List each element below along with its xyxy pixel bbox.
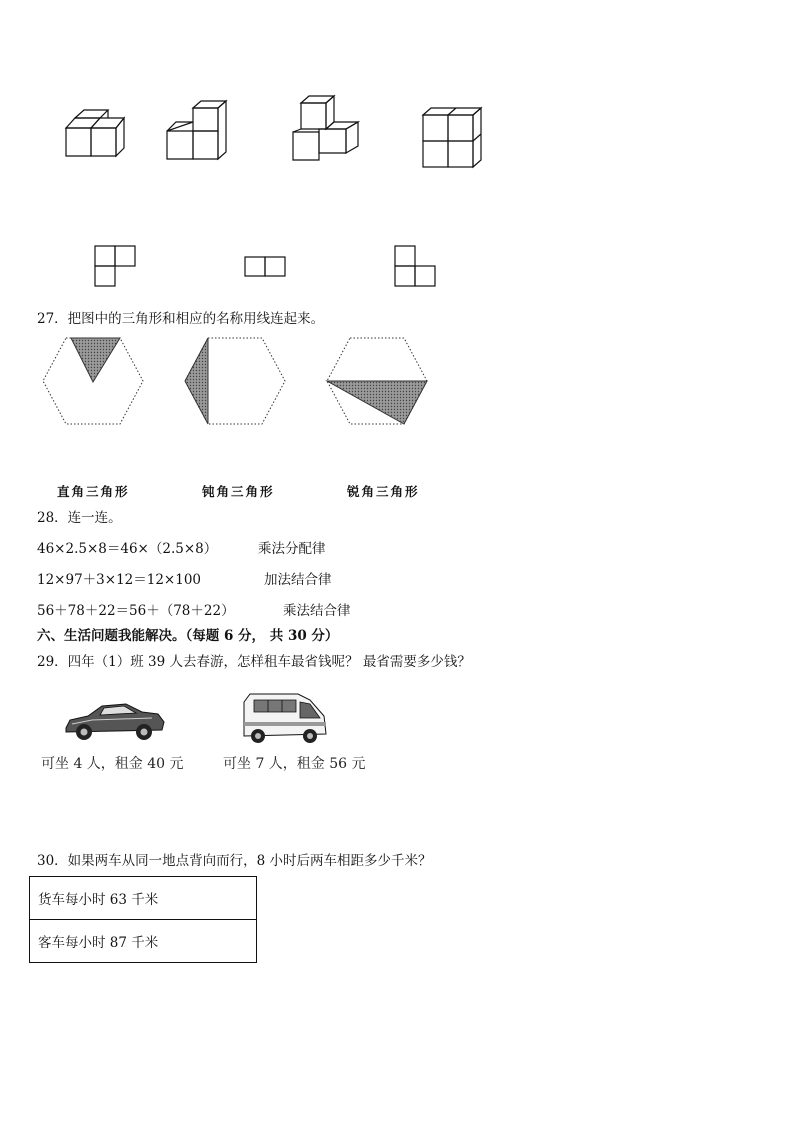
- van-icon: [240, 690, 328, 746]
- van-caption: 可坐 7 人，租金 56 元: [223, 756, 366, 772]
- cube-group-1: [66, 110, 124, 156]
- view-c: [395, 246, 435, 286]
- law-2: 加法结合律: [264, 572, 332, 588]
- hexagon-1: [43, 338, 143, 424]
- hexagon-figures: [0, 330, 794, 440]
- cube-group-2: [167, 101, 226, 159]
- section6-heading: 六、生活问题我能解决。（每题 6 分， 共 30 分）: [37, 628, 339, 644]
- law-1: 乘法分配律: [258, 541, 326, 557]
- table-row: [30, 920, 257, 963]
- equation-3: 56＋78＋22＝56＋（78＋22）: [37, 603, 235, 619]
- triangle-label-right: 直角三角形: [57, 484, 130, 499]
- triangle-label-acute: 锐角三角形: [347, 484, 420, 499]
- q29-prompt: 29．四年（1）班 39 人去春游，怎样租车最省钱呢？ 最省需要多少钱？: [37, 654, 471, 670]
- hexagon-2: [185, 338, 285, 424]
- view-a: [95, 246, 135, 286]
- cube-group-3: [293, 96, 358, 160]
- q27-prompt: 27．把图中的三角形和相应的名称用线连起来。: [37, 311, 325, 327]
- q30-prompt: 30．如果两车从同一地点背向而行，8 小时后两车相距多少千米？: [37, 853, 432, 869]
- table-row: [30, 877, 257, 920]
- speed-table: [29, 876, 257, 963]
- truck-speed: 货车每小时 63 千米: [30, 877, 257, 920]
- triangle-label-obtuse: 钝角三角形: [202, 484, 275, 499]
- car-caption: 可坐 4 人，租金 40 元: [41, 756, 184, 772]
- q28-prompt: 28．连一连。: [37, 510, 122, 526]
- equation-1: 46×2.5×8＝46×（2.5×8）: [37, 541, 218, 557]
- cube-group-4: [423, 108, 481, 167]
- law-3: 乘法结合律: [283, 603, 351, 619]
- equation-2: 12×97＋3×12＝12×100: [37, 572, 202, 588]
- car-icon: [62, 698, 166, 744]
- bus-speed: 客车每小时 87 千米: [30, 920, 257, 963]
- hexagon-3: [327, 338, 427, 424]
- cube-drawings: [0, 0, 794, 300]
- view-b: [245, 257, 285, 276]
